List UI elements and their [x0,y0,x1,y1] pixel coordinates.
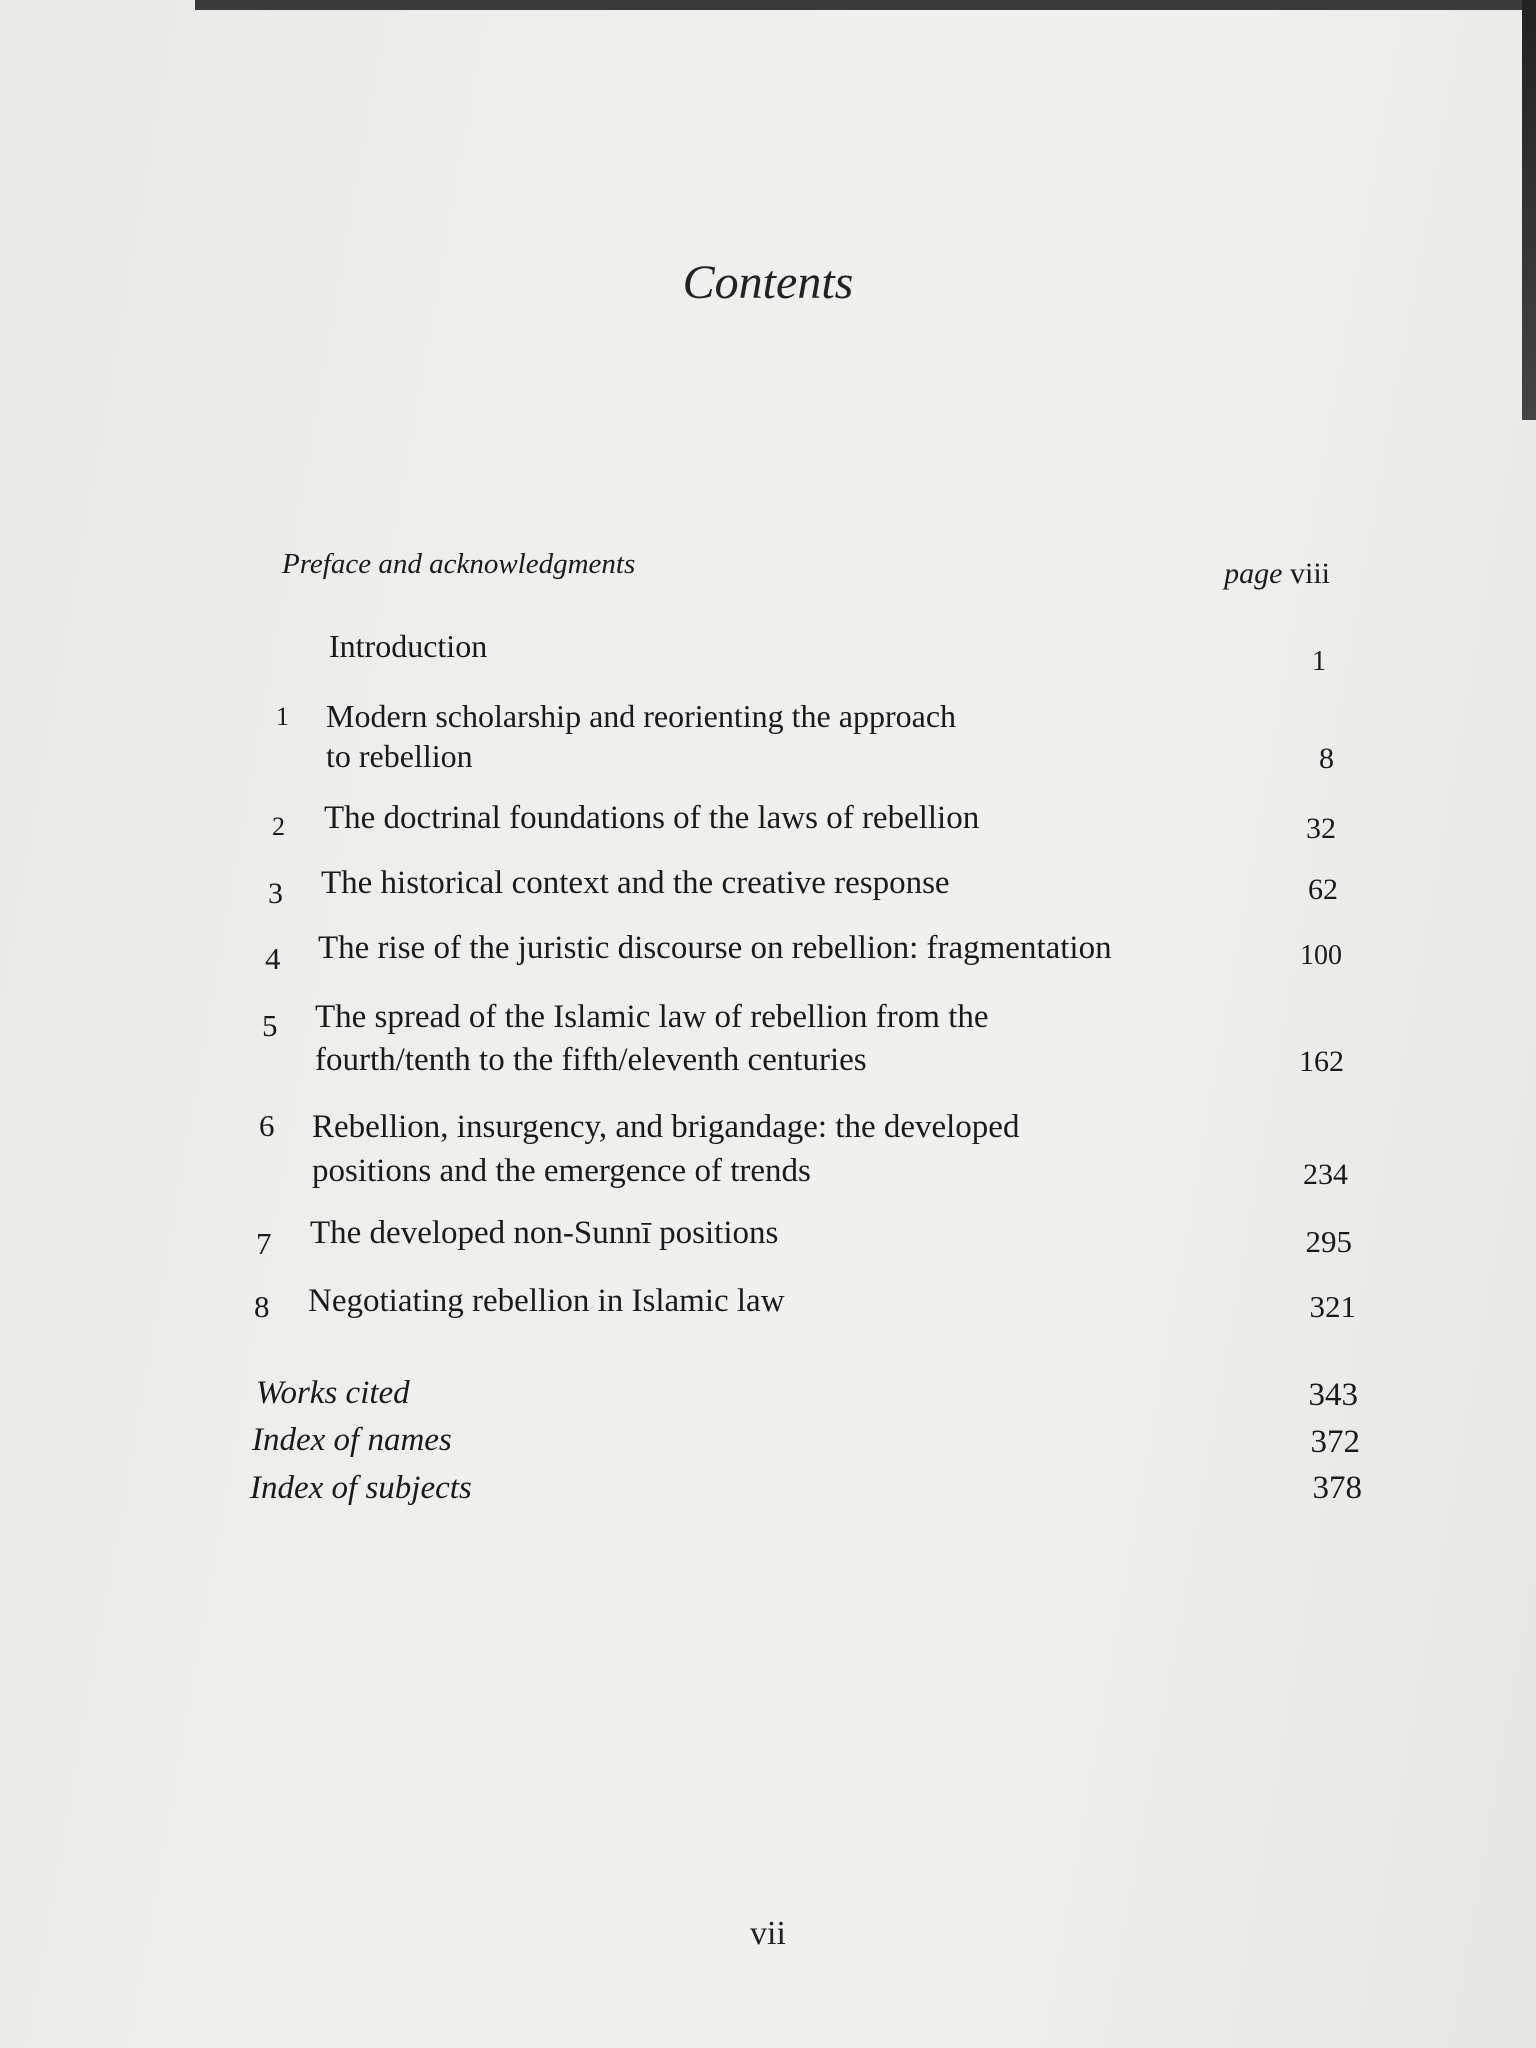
page-prefix: page [1224,557,1283,590]
back-matter-page: 343 [1308,1377,1358,1413]
page-number-folio: vii [750,1915,786,1952]
chapter-page: 321 [1309,1289,1356,1324]
chapter-entry: The developed non-Sunnī positions [310,1215,779,1251]
chapter-entry [312,1105,1019,1193]
chapter-page: 32 [1306,812,1336,845]
chapter-entry [315,996,989,1082]
back-matter-entry: Index of names [252,1422,452,1458]
chapter-title-line: Rebellion, insurgency, and brigandage: the developed [312,1109,1020,1145]
background-edge-right [1522,0,1536,420]
introduction-page: 1 [1312,646,1326,677]
preface-entry: Preface and acknowledgments [282,548,636,580]
page-title: Contents [682,256,854,309]
chapter-number: 8 [254,1289,270,1324]
chapter-number: 4 [265,941,281,976]
chapter-title-line: Modern scholarship and reorienting the approach [326,698,957,734]
back-matter-page: 378 [1312,1470,1362,1506]
chapter-entry: The rise of the juristic discourse on rebellion: fragmentation [318,930,1112,966]
chapter-page: 100 [1300,940,1342,971]
chapter-page: 234 [1303,1158,1348,1191]
chapter-page: 8 [1319,742,1334,775]
chapter-title-line: fourth/tenth to the fifth/eleventh centuries [315,1042,867,1078]
chapter-title-line: to rebellion [326,738,473,774]
back-matter-page: 372 [1310,1424,1360,1460]
chapter-page: 62 [1308,873,1338,906]
chapter-page: 162 [1299,1045,1344,1078]
preface-page-number: viii [1289,557,1330,590]
chapter-entry: The historical context and the creative response [321,865,950,901]
chapter-entry: Negotiating rebellion in Islamic law [308,1283,785,1319]
chapter-title-line: The spread of the Islamic law of rebellion from the [315,999,989,1035]
introduction-entry: Introduction [329,628,488,664]
chapter-number: 3 [268,877,283,910]
chapter-number: 1 [276,702,289,731]
chapter-number: 5 [262,1008,278,1043]
back-matter-entry: Index of subjects [250,1470,472,1506]
chapter-entry [326,696,956,776]
background-edge [195,0,1536,10]
chapter-title-line: positions and the emergence of trends [312,1153,811,1189]
chapter-page: 295 [1305,1224,1352,1259]
chapter-number: 6 [259,1108,275,1143]
chapter-number: 2 [272,812,285,841]
back-matter-entry: Works cited [256,1375,410,1411]
preface-page [1224,557,1330,591]
chapter-number: 7 [256,1226,272,1261]
chapter-entry: The doctrinal foundations of the laws of rebellion [324,800,980,836]
